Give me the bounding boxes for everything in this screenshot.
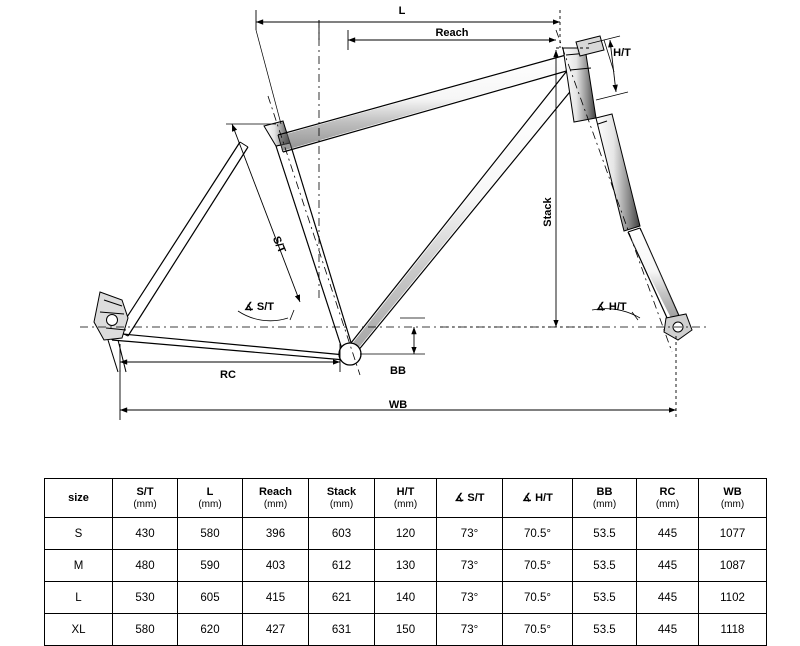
cell-value: 445 <box>637 518 699 550</box>
table-row <box>45 550 767 582</box>
cell-value: 53.5 <box>573 518 637 550</box>
column-header-unit: (mm) <box>198 498 222 510</box>
cell-value: 140 <box>375 582 437 614</box>
column-header-s-t <box>437 479 503 518</box>
cell-value: 580 <box>178 518 243 550</box>
cell-value: 631 <box>309 614 375 646</box>
column-header-unit: (mm) <box>393 498 418 510</box>
cell-value: 1087 <box>699 550 767 582</box>
column-header-unit: (mm) <box>592 498 617 510</box>
table-row <box>45 518 767 550</box>
cell-value: 1077 <box>699 518 767 550</box>
column-header-bb <box>573 479 637 518</box>
label-l: L <box>398 5 406 17</box>
cell-value: 1118 <box>699 614 767 646</box>
column-header-s-t <box>113 479 178 518</box>
table-row <box>45 614 767 646</box>
cell-value: 73° <box>437 518 503 550</box>
column-header-unit: (mm) <box>720 498 745 510</box>
column-header-label: ∡ H/T <box>522 491 553 504</box>
cell-value: 73° <box>437 614 503 646</box>
cell-value: 445 <box>637 550 699 582</box>
table-row <box>45 582 767 614</box>
column-header-label: WB <box>723 485 742 498</box>
label-bb: BB <box>390 365 406 377</box>
cell-value: 620 <box>178 614 243 646</box>
cell-value: 70.5° <box>503 518 573 550</box>
cell-size: L <box>45 582 113 614</box>
column-header-label: L <box>206 485 214 498</box>
label-reach: Reach <box>435 27 469 39</box>
column-header-label: H/T <box>396 485 415 498</box>
cell-value: 445 <box>637 582 699 614</box>
cell-value: 73° <box>437 582 503 614</box>
cell-value: 70.5° <box>503 550 573 582</box>
label-stack: Stack <box>542 197 554 227</box>
cell-value: 530 <box>113 582 178 614</box>
cell-value: 427 <box>243 614 309 646</box>
cell-size: S <box>45 518 113 550</box>
column-header-label: Reach <box>258 485 293 498</box>
label-wb: WB <box>388 399 408 411</box>
label-rc: RC <box>220 369 236 381</box>
table-header-row <box>45 479 767 518</box>
cell-value: 621 <box>309 582 375 614</box>
column-header-label: S/T <box>136 485 154 498</box>
column-header-label: BB <box>596 485 613 498</box>
geometry-table-container <box>44 478 756 646</box>
label-angle-st: ∡ S/T <box>244 301 275 313</box>
label-ht-length: H/T <box>613 47 631 59</box>
column-header-reach <box>243 479 309 518</box>
cell-value: 53.5 <box>573 550 637 582</box>
column-header-wb <box>699 479 767 518</box>
cell-value: 396 <box>243 518 309 550</box>
frame-drawing <box>80 20 706 375</box>
cell-value: 415 <box>243 582 309 614</box>
dimension-lines <box>120 10 676 420</box>
column-header-unit: (mm) <box>263 498 288 510</box>
cell-size: XL <box>45 614 113 646</box>
cell-value: 150 <box>375 614 437 646</box>
cell-value: 445 <box>637 614 699 646</box>
column-header-unit: (mm) <box>655 498 680 510</box>
column-header-unit: (mm) <box>329 498 354 510</box>
cell-value: 53.5 <box>573 582 637 614</box>
table-body <box>45 518 767 646</box>
column-header-h-t <box>503 479 573 518</box>
cell-value: 1102 <box>699 582 767 614</box>
column-header-label: size <box>68 491 89 504</box>
cell-value: 70.5° <box>503 614 573 646</box>
cell-value: 70.5° <box>503 582 573 614</box>
label-st-length: S/T <box>269 234 288 256</box>
cell-value: 603 <box>309 518 375 550</box>
column-header-rc <box>637 479 699 518</box>
cell-value: 580 <box>113 614 178 646</box>
label-angle-ht: ∡ H/T <box>596 301 627 313</box>
cell-value: 590 <box>178 550 243 582</box>
column-header-label: RC <box>659 485 676 498</box>
column-header-h-t <box>375 479 437 518</box>
geometry-table <box>44 478 767 646</box>
column-header-label: ∡ S/T <box>454 491 485 504</box>
cell-value: 73° <box>437 550 503 582</box>
column-header-stack <box>309 479 375 518</box>
column-header-l <box>178 479 243 518</box>
cell-value: 430 <box>113 518 178 550</box>
column-header-size <box>45 479 113 518</box>
column-header-unit: (mm) <box>133 498 157 510</box>
cell-value: 605 <box>178 582 243 614</box>
cell-value: 403 <box>243 550 309 582</box>
cell-size: M <box>45 550 113 582</box>
cell-value: 120 <box>375 518 437 550</box>
cell-value: 612 <box>309 550 375 582</box>
cell-value: 53.5 <box>573 614 637 646</box>
cell-value: 130 <box>375 550 437 582</box>
cell-value: 480 <box>113 550 178 582</box>
column-header-label: Stack <box>326 485 357 498</box>
